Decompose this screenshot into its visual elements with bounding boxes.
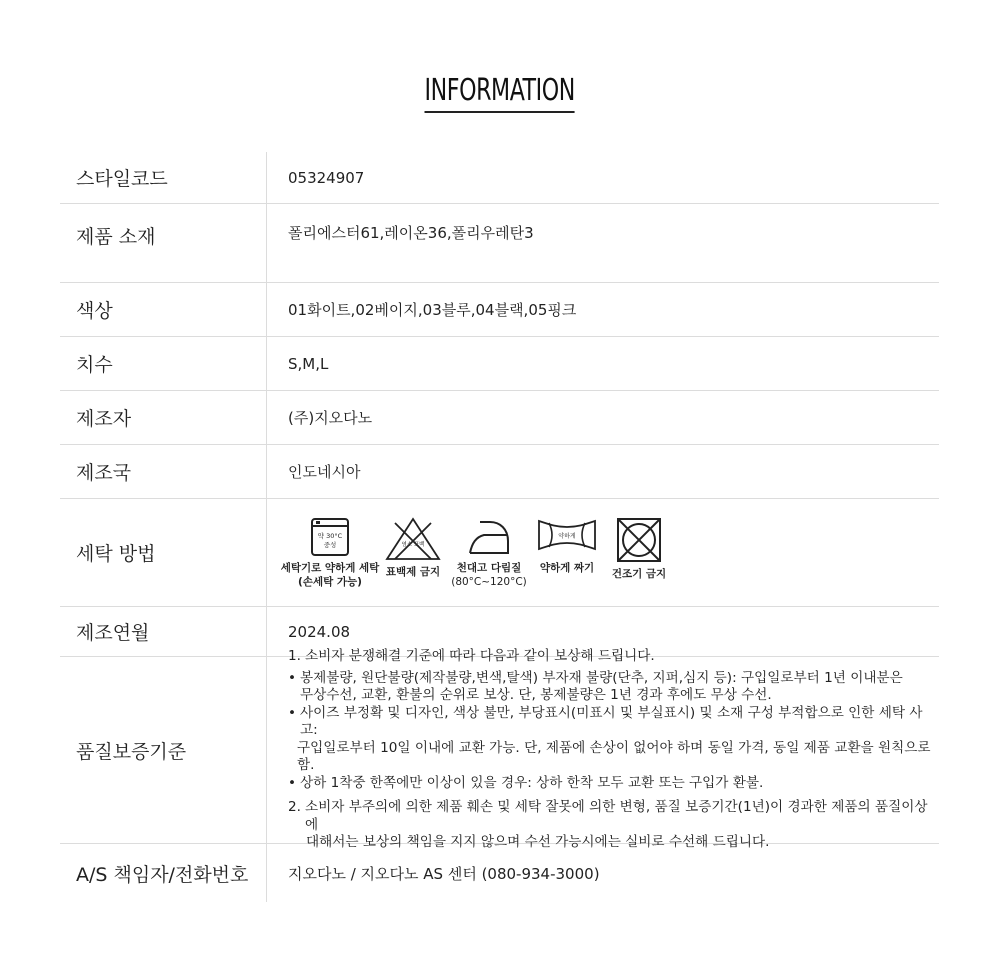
care-item bbox=[380, 517, 446, 579]
row-value: 지오다노 / 지오다노 AS 센터 (080-934-3000) bbox=[288, 864, 600, 883]
bullet-mark: • bbox=[288, 704, 297, 721]
bullet-text: 상하 1착중 한쪽에만 이상이 있을 경우: 상하 한착 모두 교환 또는 구입가 환불. bbox=[300, 774, 764, 791]
bullet-text: 봉제불량, 원단불량(제작불량,변색,탈색) 부자재 불량(단추, 지퍼,심지 등): 구입일로부터 1년 이내분은 bbox=[300, 669, 903, 686]
care-caption-line: (80°C~120°C) bbox=[451, 575, 527, 588]
quality-bullet bbox=[288, 670, 939, 705]
care-caption bbox=[612, 567, 666, 581]
care-caption-line: 약하게 짜기 bbox=[539, 561, 595, 574]
row-label: 치수 bbox=[60, 337, 267, 390]
quality-text bbox=[288, 648, 939, 852]
care-icons bbox=[280, 517, 676, 589]
no-tumble-dry-icon bbox=[616, 517, 662, 563]
care-caption-line: 표백제 금지 bbox=[385, 565, 441, 578]
quality-bullet bbox=[288, 775, 939, 793]
item-text: 소비자 부주의에 의한 제품 훼손 및 세탁 잘못에 의한 변형, 품질 보증기간(1년)이 경과한 제품의 품질이상에 bbox=[305, 799, 928, 833]
quality-cell bbox=[267, 648, 939, 851]
row-country bbox=[60, 445, 939, 499]
bullet-mark: • bbox=[288, 774, 297, 791]
row-value: 2024.08 bbox=[288, 622, 351, 641]
wring-inner-text: 약하게 bbox=[558, 532, 576, 540]
row-label: 세탁 방법 bbox=[60, 499, 267, 606]
care-item bbox=[602, 517, 676, 581]
row-value: (주)지오다노 bbox=[288, 409, 373, 427]
iron-icon bbox=[466, 517, 512, 557]
quality-item bbox=[288, 648, 939, 666]
row-label: 제조국 bbox=[60, 445, 267, 498]
item-number: 2. bbox=[288, 799, 301, 816]
row-label: 제조자 bbox=[60, 391, 267, 444]
bullet-text: 사이즈 부정확 및 디자인, 색상 불만, 부당표시(미표시 및 부실표시) 및 소재 구성 부적합으로 인한 세탁 사고: bbox=[300, 704, 923, 739]
info-table bbox=[60, 152, 939, 902]
row-label: 품질보증기준 bbox=[60, 657, 267, 843]
quality-bullet bbox=[288, 705, 939, 775]
wash-detergent-text: 중성 bbox=[323, 540, 337, 549]
care-item bbox=[446, 517, 532, 589]
care-item bbox=[280, 517, 380, 589]
page-title: INFORMATION bbox=[425, 72, 575, 113]
row-as bbox=[60, 844, 939, 902]
row-color bbox=[60, 283, 939, 337]
bullet-text: 무상수선, 교환, 환불의 순위로 보상. 단, 봉제불량은 1년 경과 후에도 무상 수선. bbox=[300, 687, 772, 704]
row-label: 색상 bbox=[60, 283, 267, 336]
no-bleach-icon bbox=[385, 517, 441, 561]
row-quality bbox=[60, 648, 939, 851]
item-text: 대해서는 보상의 책임을 지지 않으며 수선 가능시에는 실비로 수선해 드립니다. bbox=[306, 834, 770, 851]
care-caption bbox=[451, 561, 527, 589]
care-caption-line: 건조기 금지 bbox=[611, 567, 667, 580]
wash-temp-text: 약 30°C bbox=[317, 531, 343, 540]
row-maker bbox=[60, 391, 939, 445]
row-label: A/S 책임자/전화번호 bbox=[60, 844, 267, 902]
row-value: 05324907 bbox=[288, 168, 365, 187]
bleach-inner-text: 염소 표백 bbox=[401, 541, 425, 548]
row-size bbox=[60, 337, 939, 391]
care-caption bbox=[386, 565, 440, 579]
care-caption-line: 천대고 다림질 bbox=[456, 561, 522, 574]
bullet-text: 구입일로부터 10일 이내에 교환 가능. 단, 제품에 손상이 없어야 하며 동일 가격, 동일 제품 교환을 원칙으로 함. bbox=[297, 739, 931, 774]
item-number: 1. bbox=[288, 648, 301, 665]
row-label: 스타일코드 bbox=[60, 152, 267, 203]
row-value: 폴리에스터61,레이온36,폴리우레탄3 bbox=[288, 224, 534, 242]
care-caption bbox=[281, 561, 380, 589]
care-item bbox=[532, 517, 602, 575]
row-value: 인도네시아 bbox=[288, 463, 361, 481]
row-wash bbox=[60, 499, 939, 607]
row-label: 제조연월 bbox=[60, 607, 267, 656]
wash-machine-icon bbox=[310, 517, 350, 557]
bullet-mark: • bbox=[288, 669, 297, 686]
wash-icons-cell bbox=[267, 499, 939, 606]
item-text: 소비자 분쟁해결 기준에 따라 다음과 같이 보상해 드립니다. bbox=[305, 648, 655, 665]
row-value: 01화이트,02베이지,03블루,04블랙,05핑크 bbox=[288, 301, 577, 319]
care-caption bbox=[540, 561, 594, 575]
care-caption-line: (손세탁 가능) bbox=[298, 575, 362, 588]
row-material bbox=[60, 204, 939, 283]
row-value: S,M,L bbox=[288, 354, 329, 373]
title-wrap bbox=[0, 72, 1000, 113]
row-label: 제품 소재 bbox=[60, 204, 267, 282]
row-style-code bbox=[60, 152, 939, 204]
wring-icon bbox=[537, 517, 597, 553]
care-caption-line: 세탁기로 약하게 세탁 bbox=[280, 561, 380, 574]
